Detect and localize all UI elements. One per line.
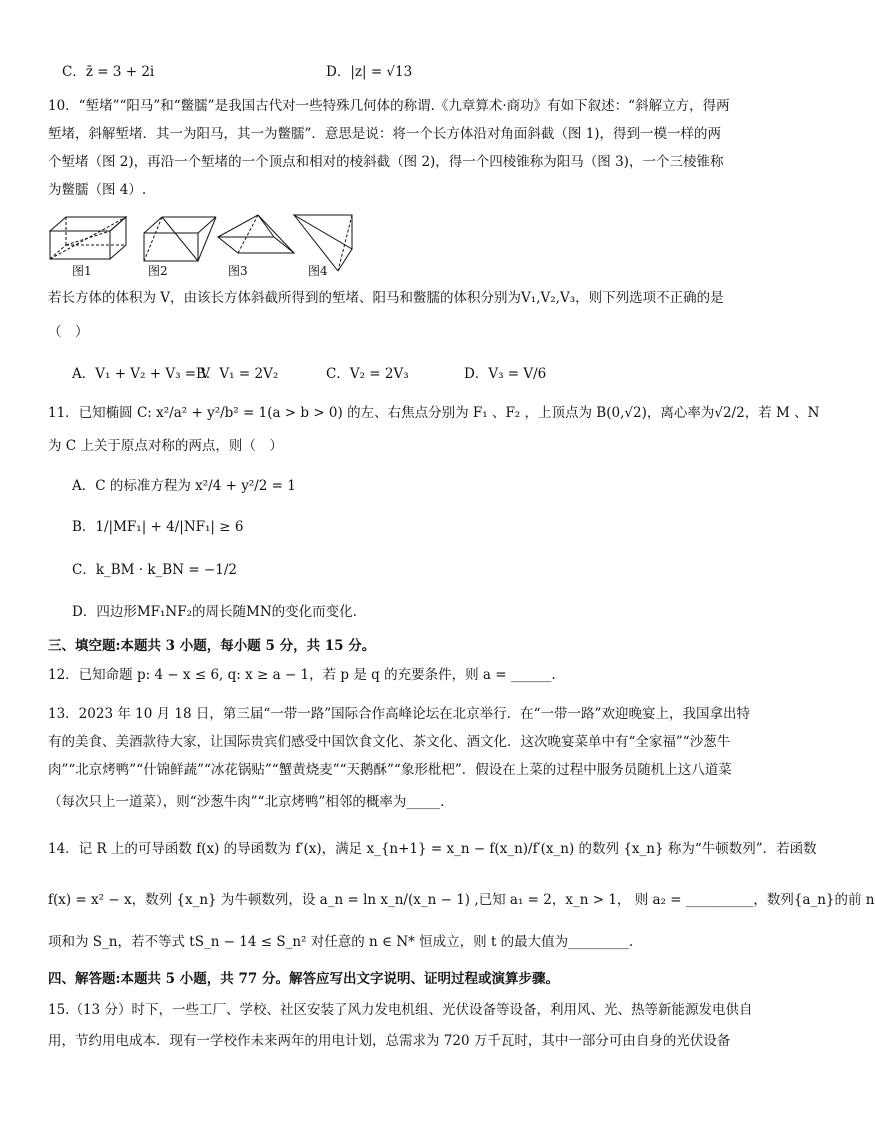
q11-eccentricity: √2/2	[714, 405, 745, 421]
q13-line-1: 13．2023 年 10 月 18 日，第三届“一带一路”国际合作高峰论坛在北京举行．在“一带一路”欢迎晚宴上，我国拿出特	[48, 706, 750, 722]
q9-option-d: D．|z| = √13	[326, 64, 413, 80]
figure-3-pyramid	[218, 215, 294, 253]
q14-line-1a: 14．记 R 上的可导函数 f(x) 的导函数为 f′(x)，满足	[48, 841, 363, 857]
q11-line-1a: 11．已知椭圆 C: x²/a² + y²/b² = 1(a > b > 0) 的左、右焦点分别为 F₁ 、F₂ ，上顶点为 B(0,√2)，离心率为	[48, 405, 715, 421]
q11-line-1c: ，若 M 、N	[744, 405, 820, 421]
q11-line-2: 为 C 上关于原点对称的两点，则（ ）	[48, 438, 283, 454]
q14-newton-formula: x_{n+1} = x_n − f(x_n)/f′(x_n)	[366, 841, 575, 857]
figure-1-box	[50, 217, 126, 259]
q13-line-3: 肉”“北京烤鸭”“什锦鲜蔬”“冰花锅贴”“蟹黄烧麦”“天鹅酥”“象形枇杷”．假设在上菜的过程中服务员随机上这八道菜	[48, 762, 732, 778]
q10-line-2: 堑堵，斜解堑堵．其一为阳马，其一为鳖臑”．意思是说：将一个长方体沿对角面斜截（图 1)，得到一模一样的两	[48, 126, 722, 142]
q10-line-3: 个堑堵（图 2)，再沿一个堑堵的一个顶点和相对的棱斜截（图 2)，得一个四棱锥称为阳马（图 3)，一个三棱锥称	[48, 154, 724, 170]
q10-line-6: （ ）	[48, 324, 89, 340]
q14-line-1	[48, 840, 817, 858]
q9-option-c: C．z̄ = 3 + 2i	[62, 64, 155, 80]
q15-line-2: 用，节约用电成本．现有一学校作未来两年的用电计划，总需求为 720 万千瓦时，其中一部分可由自身的光伏设备	[48, 1033, 731, 1049]
q10-option-d: D．V₃ = V/6	[464, 366, 547, 382]
section-3-heading: 三、填空题:本题共 3 小题，每小题 5 分，共 15 分。	[48, 638, 376, 654]
figure-2-prism	[144, 217, 216, 261]
q11-option-c: C．k_BM · k_BN = −1/2	[72, 562, 237, 578]
q14-line-1c: 的数列 {x_n} 称为“牛顿数列”．若函数	[578, 841, 817, 857]
q11-line-1	[48, 404, 820, 422]
q10-option-c: C．V₂ = 2V₃	[326, 366, 409, 382]
fig-label-4: 图4	[308, 264, 328, 278]
q15-line-1: 15.（13 分）时下，一些工厂、学校、社区安装了风力发电机组、光伏设备等设备，利用风、光、热等新能源发电供自	[48, 1002, 753, 1018]
q10-line-1: 10．“堑堵”“阳马”和“鳖臑”是我国古代对一些特殊几何体的称谓.《九章算术·商功》有如下叙述：“斜解立方，得两	[48, 98, 730, 114]
q14-line-2: f(x) = x² − x，数列 {x_n} 为牛顿数列，设 a_n = ln x_n/(x_n − 1) ,已知 a₁ = 2，x_n > 1， 则 a₂ = __________，数列{a_n}的前 n	[48, 892, 875, 908]
q11-option-a: A．C 的标准方程为 x²/4 + y²/2 = 1	[72, 478, 296, 494]
fig-label-2: 图2	[148, 264, 168, 278]
q10-line-4: 为鳖臑（图 4）.	[48, 182, 147, 198]
q10-line-5: 若长方体的体积为 V，由该长方体斜截所得到的堑堵、阳马和鳖臑的体积分别为V₁,V₂,V₃，则下列选项不正确的是	[48, 290, 724, 306]
fig-label-1: 图1	[72, 264, 92, 278]
section-4-heading: 四、解答题:本题共 5 小题，共 77 分。解答应写出文字说明、证明过程或演算步骤。	[48, 971, 559, 987]
q11-option-b: B．1/|MF₁| + 4/|NF₁| ≥ 6	[72, 519, 244, 535]
q10-option-a: A．V₁ + V₂ + V₃ = V	[72, 366, 211, 382]
q12: 12．已知命题 p: 4 − x ≤ 6, q: x ≥ a − 1，若 p 是 q 的充要条件，则 a = ______.	[48, 667, 556, 683]
q10-option-b: B．V₁ = 2V₂	[196, 366, 279, 382]
q13-line-2: 有的美食、美酒款待大家，让国际贵宾们感受中国饮食文化、茶文化、酒文化．这次晚宴菜单中有“全家福”“沙葱牛	[48, 734, 731, 750]
q11-option-d: D．四边形MF₁NF₂的周长随MN的变化而变化.	[72, 604, 357, 620]
fig-label-3: 图3	[228, 264, 248, 278]
q14-line-3: 项和为 S_n，若不等式 tS_n − 14 ≤ S_n² 对任意的 n ∈ N* 恒成立，则 t 的最大值为_________.	[48, 934, 634, 950]
q13-line-4: （每次只上一道菜），则“沙葱牛肉”“北京烤鸭”相邻的概率为_____.	[48, 794, 445, 810]
